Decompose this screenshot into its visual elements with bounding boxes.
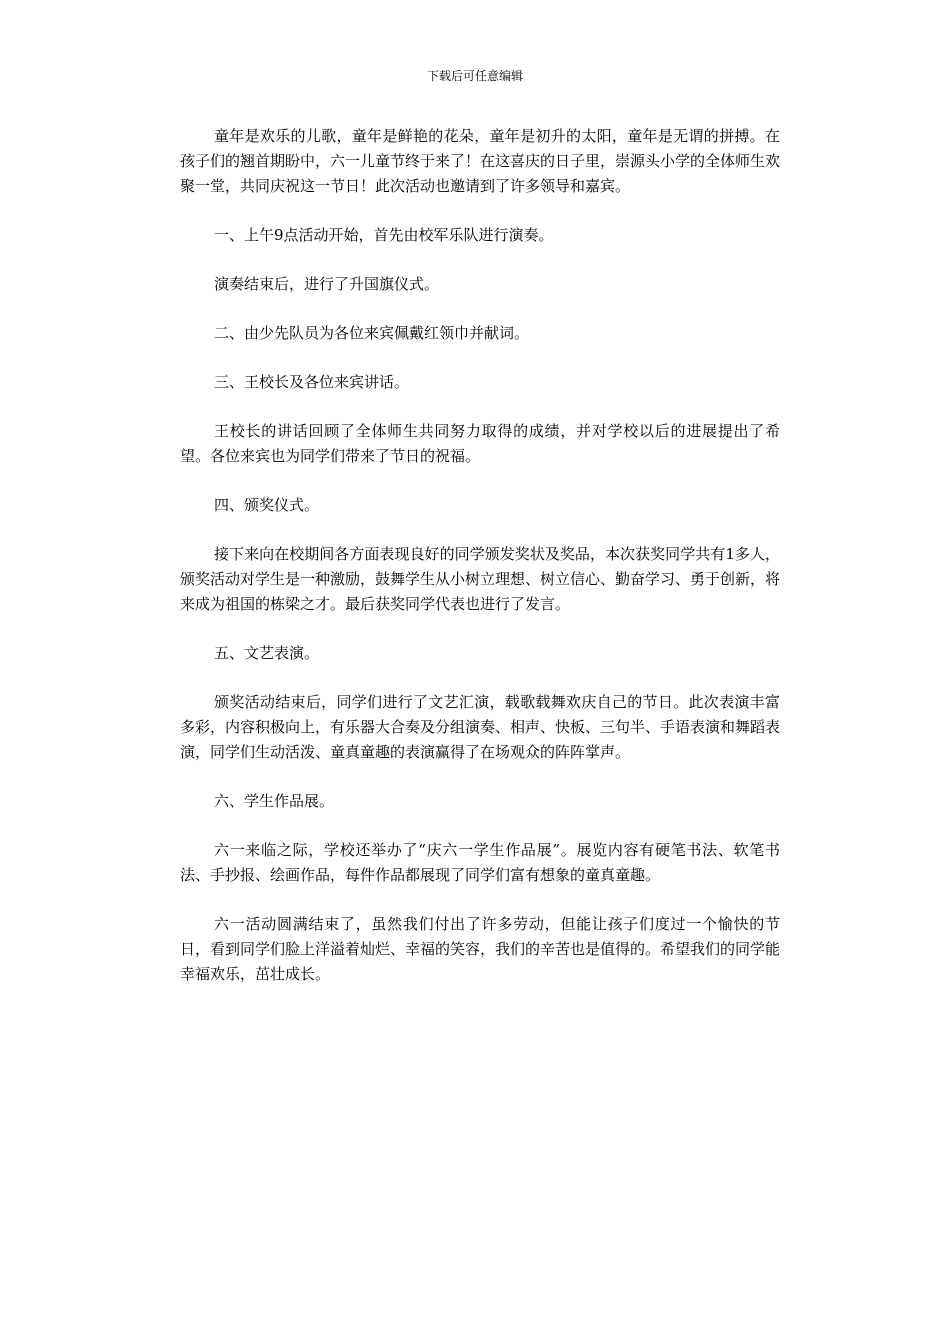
paragraph-conclusion: 六一活动圆满结束了，虽然我们付出了许多劳动，但能让孩子们度过一个愉快的节日，看到同学们脸上洋溢着灿烂、幸福的笑容，我们的辛苦也是值得的。希望我们的同学能幸福欢乐，茁壮成长。 bbox=[180, 915, 781, 983]
paragraph-awards: 接下来向在校期间各方面表现良好的同学颁发奖状及奖品，本次获奖同学共有1多人，颁奖活动对学生是一种激励，鼓舞学生从小树立理想、树立信心、勤奋学习、勇于创新，将来成为祖国的栋梁之才。最后获奖同学代表也进行了发言。 bbox=[180, 545, 781, 613]
document-body bbox=[180, 124, 780, 1011]
paragraph-section-4: 四、颁奖仪式。 bbox=[214, 496, 320, 514]
paragraph-section-2: 二、由少先队员为各位来宾佩戴红领巾并献词。 bbox=[214, 324, 530, 342]
paragraph-section-6: 六、学生作品展。 bbox=[214, 792, 335, 810]
paragraph-principal-speech: 王校长的讲话回顾了全体师生共同努力取得的成绩，并对学校以后的进展提出了希望。各位来宾也为同学们带来了节日的祝福。 bbox=[180, 422, 780, 465]
paragraph-section-5: 五、文艺表演。 bbox=[214, 644, 320, 662]
paragraph-flag-ceremony: 演奏结束后，进行了升国旗仪式。 bbox=[214, 275, 440, 293]
paragraph-performance: 颁奖活动结束后，同学们进行了文艺汇演，载歌载舞欢庆自己的节日。此次表演丰富多彩，内容积极向上，有乐器大合奏及分组演奏、相声、快板、三句半、手语表演和舞蹈表演，同学们生动活泼、童真童趣的表演赢得了在场观众的阵阵掌声。 bbox=[180, 693, 781, 761]
paragraph-section-3: 三、王校长及各位来宾讲话。 bbox=[214, 373, 410, 391]
paragraph-exhibition: 六一来临之际，学校还举办了“庆六一学生作品展”。展览内容有硬笔书法、软笔书法、手抄报、绘画作品，每件作品都展现了同学们富有想象的童真童趣。 bbox=[180, 841, 780, 884]
page-header: 下载后可任意编辑 bbox=[426, 69, 523, 83]
paragraph-intro: 童年是欢乐的儿歌，童年是鲜艳的花朵，童年是初升的太阳，童年是无谓的拼搏。在孩子们的翘首期盼中，六一儿童节终于来了！在这喜庆的日子里，崇源头小学的全体师生欢聚一堂，共同庆祝这一节日！此次活动也邀请到了许多领导和嘉宾。 bbox=[180, 127, 781, 195]
paragraph-section-1: 一、上午9点活动开始，首先由校军乐队进行演奏。 bbox=[214, 226, 554, 244]
